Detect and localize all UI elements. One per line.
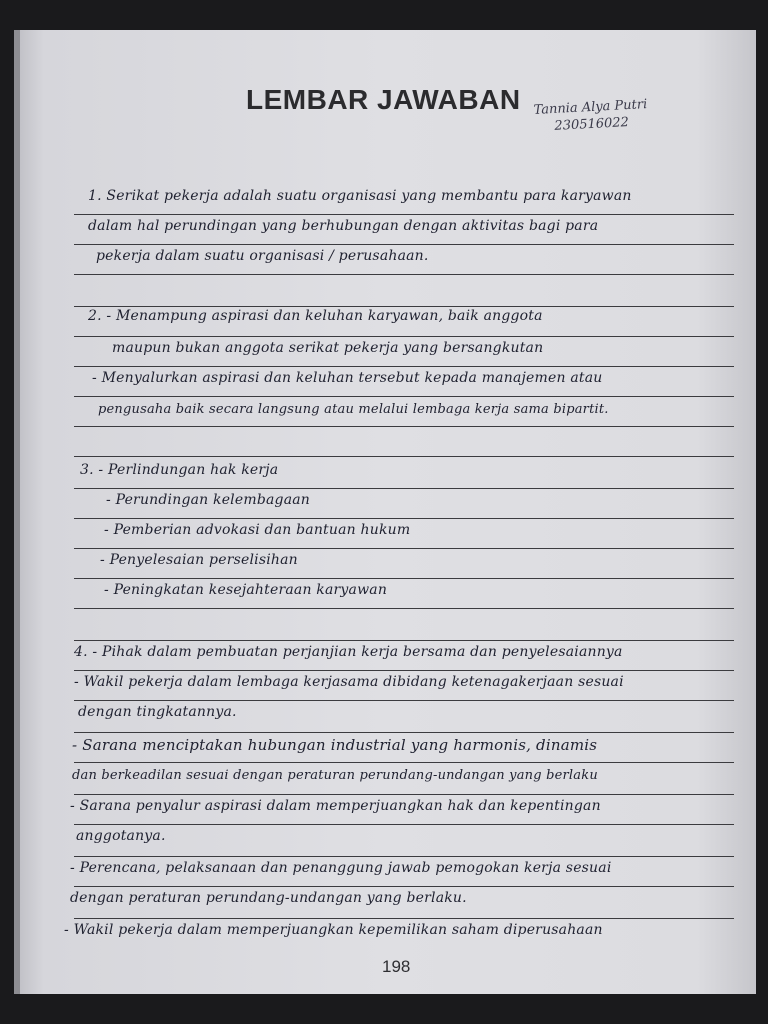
- page-title: LEMBAR JAWABAN: [246, 84, 521, 115]
- answer-4-line-2: - Wakil pekerja dalam lembaga kerjasama dibidang ketenagakerjaan sesuai: [74, 674, 624, 690]
- answer-4-line-9: dengan peraturan perundang-undangan yang berlaku.: [70, 890, 467, 906]
- ruled-line: [74, 578, 734, 579]
- ruled-line: [74, 794, 734, 795]
- ruled-line: [74, 670, 734, 671]
- ruled-line: [74, 518, 734, 519]
- ruled-line: [74, 274, 734, 275]
- answer-4-line-4: - Sarana menciptakan hubungan industrial yang harmonis, dinamis: [72, 736, 598, 754]
- student-id: 230516022: [554, 115, 630, 134]
- answer-1-line-1: 1. Serikat pekerja adalah suatu organisasi yang membantu para karyawan: [88, 188, 632, 204]
- ruled-line: [74, 426, 734, 427]
- ruled-line: [74, 640, 734, 641]
- answer-4-line-7: anggotanya.: [76, 828, 166, 844]
- answer-1-line-2: dalam hal perundingan yang berhubungan dengan aktivitas bagi para: [88, 218, 599, 234]
- answer-3-line-1: 3. - Perlindungan hak kerja: [80, 462, 279, 478]
- answer-2-line-4: pengusaha baik secara langsung atau melalui lembaga kerja sama bipartit.: [98, 402, 609, 417]
- student-name: Tannia Alya Putri: [533, 97, 648, 118]
- answer-2-line-1: 2. - Menampung aspirasi dan keluhan karyawan, baik anggota: [88, 308, 543, 324]
- student-info: [533, 97, 648, 135]
- ruled-line: [74, 214, 734, 215]
- answer-2-line-3: - Menyalurkan aspirasi dan keluhan tersebut kepada manajemen atau: [92, 370, 603, 386]
- answer-2-line-2: maupun bukan anggota serikat pekerja yang bersangkutan: [112, 340, 544, 356]
- ruled-line: [74, 886, 734, 887]
- ruled-line: [74, 700, 734, 701]
- answer-4-line-6: - Sarana penyalur aspirasi dalam memperjuangkan hak dan kepentingan: [70, 798, 601, 814]
- ruled-line: [74, 608, 734, 609]
- answer-3-line-2: - Perundingan kelembagaan: [106, 492, 311, 508]
- answer-3-line-5: - Peningkatan kesejahteraan karyawan: [104, 582, 388, 598]
- ruled-line: [74, 918, 734, 919]
- answer-3-line-3: - Pemberian advokasi dan bantuan hukum: [104, 522, 411, 538]
- answer-sheet-page: [14, 30, 756, 994]
- answer-4-line-8: - Perencana, pelaksanaan dan penanggung jawab pemogokan kerja sesuai: [70, 860, 612, 876]
- ruled-line: [74, 488, 734, 489]
- ruled-line: [74, 732, 734, 733]
- ruled-line: [74, 456, 734, 457]
- ruled-line: [74, 306, 734, 307]
- answer-3-line-4: - Penyelesaian perselisihan: [100, 552, 298, 568]
- ruled-line: [74, 244, 734, 245]
- answer-4-line-1: 4. - Pihak dalam pembuatan perjanjian kerja bersama dan penyelesaiannya: [74, 644, 623, 660]
- answer-1-line-3: pekerja dalam suatu organisasi / perusahaan.: [96, 248, 429, 264]
- book-spine-edge: [14, 30, 20, 994]
- ruled-line: [74, 824, 734, 825]
- answer-4-line-3: dengan tingkatannya.: [78, 704, 237, 720]
- ruled-line: [74, 396, 734, 397]
- ruled-line: [74, 762, 734, 763]
- page-number: 198: [382, 957, 411, 976]
- ruled-line: [74, 336, 734, 337]
- ruled-line: [74, 548, 734, 549]
- answer-4-line-10: - Wakil pekerja dalam memperjuangkan kepemilikan saham diperusahaan: [64, 922, 603, 938]
- ruled-line: [74, 366, 734, 367]
- ruled-line: [74, 856, 734, 857]
- answer-4-line-5: dan berkeadilan sesuai dengan peraturan perundang-undangan yang berlaku: [72, 768, 598, 783]
